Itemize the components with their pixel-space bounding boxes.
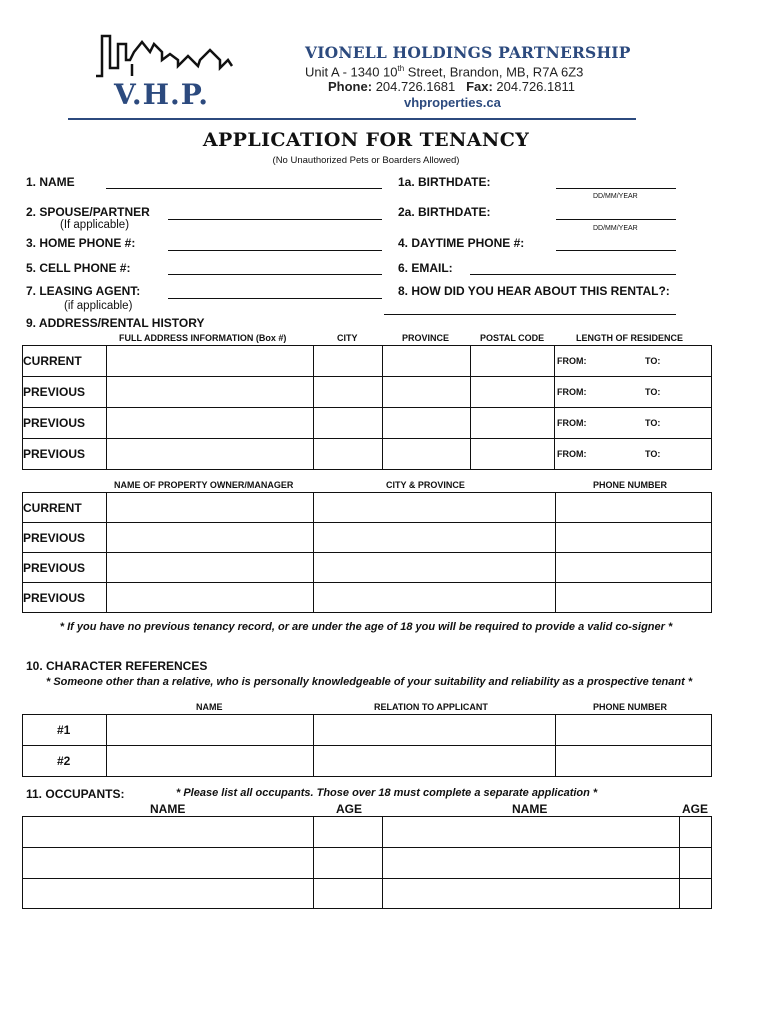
table-row xyxy=(23,715,712,746)
city-province-cell[interactable] xyxy=(314,493,556,523)
occ-age-cell[interactable] xyxy=(314,817,383,848)
email-label: 6. EMAIL: xyxy=(398,261,453,275)
occ-age-cell[interactable] xyxy=(314,879,383,909)
col-city-province: CITY & PROVINCE xyxy=(386,480,465,490)
city-cell[interactable] xyxy=(314,377,383,408)
references-note: * Someone other than a relative, who is personally knowledgeable of your suitability and reliability as a prospective tenant * xyxy=(46,676,693,688)
occ-age-cell[interactable] xyxy=(680,879,712,909)
company-contact xyxy=(328,79,575,94)
col-full-address: FULL ADDRESS INFORMATION (Box #) xyxy=(119,333,287,343)
col-occ-name-2: NAME xyxy=(512,802,548,816)
row-label: PREVIOUS xyxy=(23,553,107,583)
col-length-residence: LENGTH OF RESIDENCE xyxy=(576,333,684,343)
cell-phone-field[interactable] xyxy=(168,274,382,275)
occ-name-cell[interactable] xyxy=(383,879,680,909)
cosigner-note: * If you have no previous tenancy record, or are under the age of 18 you will be required to provide a valid co-signer * xyxy=(59,621,673,633)
col-occ-name-1: NAME xyxy=(150,802,186,816)
owner-phone-cell[interactable] xyxy=(556,493,712,523)
ref-name-cell[interactable] xyxy=(107,746,314,777)
owner-name-cell[interactable] xyxy=(107,493,314,523)
col-owner-name: NAME OF PROPERTY OWNER/MANAGER xyxy=(114,480,294,490)
from-label: FROM: xyxy=(557,387,587,397)
home-phone-field[interactable] xyxy=(168,250,382,251)
col-ref-relation: RELATION TO APPLICANT xyxy=(374,702,488,712)
owner-phone-cell[interactable] xyxy=(556,583,712,613)
ref-name-cell[interactable] xyxy=(107,715,314,746)
phone-label: Phone: xyxy=(328,79,373,94)
owner-phone-cell[interactable] xyxy=(556,523,712,553)
city-province-cell[interactable] xyxy=(314,553,556,583)
city-cell[interactable] xyxy=(314,346,383,377)
col-province: PROVINCE xyxy=(402,333,450,343)
name-field[interactable] xyxy=(106,188,382,189)
table-row xyxy=(23,553,712,583)
table-row xyxy=(23,817,712,848)
birthdate2-label: 2a. BIRTHDATE: xyxy=(398,205,491,219)
fax-value: 204.726.1811 xyxy=(496,79,575,94)
leasing-agent-note: (if applicable) xyxy=(64,300,133,312)
address-cell[interactable] xyxy=(107,408,314,439)
residence-cell[interactable] xyxy=(555,408,712,439)
email-field[interactable] xyxy=(470,274,676,275)
ref-phone-cell[interactable] xyxy=(556,715,712,746)
spouse-note: (If applicable) xyxy=(60,219,130,231)
address-start: Unit A - 1340 10 xyxy=(305,64,398,80)
residence-cell[interactable] xyxy=(555,377,712,408)
occupants-note: * Please list all occupants. Those over 18 must complete a separate application * xyxy=(176,787,598,799)
birthdate1-label: 1a. BIRTHDATE: xyxy=(398,175,491,189)
col-occ-age-1: AGE xyxy=(336,802,363,816)
row-label: PREVIOUS xyxy=(23,583,107,613)
col-ref-name: NAME xyxy=(196,702,223,712)
residence-cell[interactable] xyxy=(555,439,712,470)
table-row xyxy=(23,746,712,777)
leasing-agent-label: 7. LEASING AGENT: xyxy=(26,284,141,298)
to-label: TO: xyxy=(645,449,661,459)
row-label: PREVIOUS xyxy=(23,408,107,439)
city-cell[interactable] xyxy=(314,408,383,439)
occ-name-cell[interactable] xyxy=(383,848,680,879)
name-label: 1. NAME xyxy=(26,175,75,189)
references-heading: 10. CHARACTER REFERENCES xyxy=(26,659,208,673)
birthdate1-format: DD/MM/YEAR xyxy=(593,193,638,200)
home-phone-label: 3. HOME PHONE #: xyxy=(26,236,136,250)
occ-name-cell[interactable] xyxy=(23,848,314,879)
daytime-phone-label: 4. DAYTIME PHONE #: xyxy=(398,236,525,250)
city-skyline-icon xyxy=(92,30,242,80)
col-ref-phone: PHONE NUMBER xyxy=(593,702,668,712)
row-label: #1 xyxy=(23,715,107,746)
leasing-agent-field[interactable] xyxy=(168,298,382,299)
ref-phone-cell[interactable] xyxy=(556,746,712,777)
row-label: PREVIOUS xyxy=(23,377,107,408)
owner-phone-cell[interactable] xyxy=(556,553,712,583)
owner-name-cell[interactable] xyxy=(107,523,314,553)
logo xyxy=(92,30,242,112)
table-row xyxy=(23,439,712,470)
page-title: APPLICATION FOR TENANCY xyxy=(202,129,530,151)
to-label: TO: xyxy=(645,387,661,397)
cell-phone-label: 5. CELL PHONE #: xyxy=(26,261,131,275)
address-history-heading: 9. ADDRESS/RENTAL HISTORY xyxy=(26,316,205,330)
province-cell[interactable] xyxy=(383,439,471,470)
birthdate1-field[interactable] xyxy=(556,188,676,189)
table-row xyxy=(23,346,712,377)
table-row xyxy=(23,408,712,439)
to-label: TO: xyxy=(645,418,661,428)
col-occ-age-2: AGE xyxy=(682,802,709,816)
from-label: FROM: xyxy=(557,418,587,428)
owner-name-cell[interactable] xyxy=(107,553,314,583)
birthdate2-field[interactable] xyxy=(556,219,676,220)
address-cell[interactable] xyxy=(107,439,314,470)
header-divider xyxy=(68,118,636,120)
occupants-table xyxy=(22,816,712,909)
province-cell[interactable] xyxy=(383,377,471,408)
daytime-phone-field[interactable] xyxy=(556,250,676,251)
postal-cell[interactable] xyxy=(471,439,555,470)
logo-text: V.H.P. xyxy=(114,78,209,111)
address-sup: th xyxy=(397,64,405,73)
city-province-cell[interactable] xyxy=(314,523,556,553)
ref-relation-cell[interactable] xyxy=(314,746,556,777)
postal-cell[interactable] xyxy=(471,346,555,377)
birthdate2-format: DD/MM/YEAR xyxy=(593,225,638,232)
from-label: FROM: xyxy=(557,356,587,366)
city-cell[interactable] xyxy=(314,439,383,470)
occ-name-cell[interactable] xyxy=(383,817,680,848)
spouse-field[interactable] xyxy=(168,219,382,220)
page-subtitle: (No Unauthorized Pets or Boarders Allowed) xyxy=(272,155,460,166)
to-label: TO: xyxy=(645,356,661,366)
col-postal-code: POSTAL CODE xyxy=(480,333,545,343)
row-label: CURRENT xyxy=(23,493,107,523)
hear-about-label: 8. HOW DID YOU HEAR ABOUT THIS RENTAL?: xyxy=(398,284,670,298)
table-row xyxy=(23,583,712,613)
company-website: vhproperties.ca xyxy=(404,95,501,110)
occ-age-cell[interactable] xyxy=(680,817,712,848)
row-label: CURRENT xyxy=(23,346,107,377)
table-row xyxy=(23,848,712,879)
company-address xyxy=(305,64,583,79)
address-history-table xyxy=(22,345,712,470)
company-name: VIONELL HOLDINGS PARTNERSHIP xyxy=(305,43,631,62)
ref-relation-cell[interactable] xyxy=(314,715,556,746)
owner-history-table xyxy=(22,492,712,613)
from-label: FROM: xyxy=(557,449,587,459)
residence-cell[interactable] xyxy=(555,346,712,377)
hear-about-field[interactable] xyxy=(384,314,676,315)
references-table xyxy=(22,714,712,777)
occupants-heading: 11. OCCUPANTS: xyxy=(26,787,125,801)
fax-label: Fax: xyxy=(466,79,493,94)
phone-value: 204.726.1681 xyxy=(375,79,456,94)
row-label: PREVIOUS xyxy=(23,523,107,553)
row-label: PREVIOUS xyxy=(23,439,107,470)
address-cell[interactable] xyxy=(107,346,314,377)
postal-cell[interactable] xyxy=(471,377,555,408)
col-owner-phone: PHONE NUMBER xyxy=(593,480,668,490)
city-province-cell[interactable] xyxy=(314,583,556,613)
col-city: CITY xyxy=(337,333,358,343)
province-cell[interactable] xyxy=(383,346,471,377)
row-label: #2 xyxy=(23,746,107,777)
province-cell[interactable] xyxy=(383,408,471,439)
occ-age-cell[interactable] xyxy=(680,848,712,879)
occ-name-cell[interactable] xyxy=(23,817,314,848)
address-end: Street, Brandon, MB, R7A 6Z3 xyxy=(404,64,584,80)
table-row xyxy=(23,523,712,553)
postal-cell[interactable] xyxy=(471,408,555,439)
occ-name-cell[interactable] xyxy=(23,879,314,909)
table-row xyxy=(23,879,712,909)
spouse-label: 2. SPOUSE/PARTNER xyxy=(26,205,150,219)
table-row xyxy=(23,493,712,523)
occ-age-cell[interactable] xyxy=(314,848,383,879)
table-row xyxy=(23,377,712,408)
address-cell[interactable] xyxy=(107,377,314,408)
owner-name-cell[interactable] xyxy=(107,583,314,613)
